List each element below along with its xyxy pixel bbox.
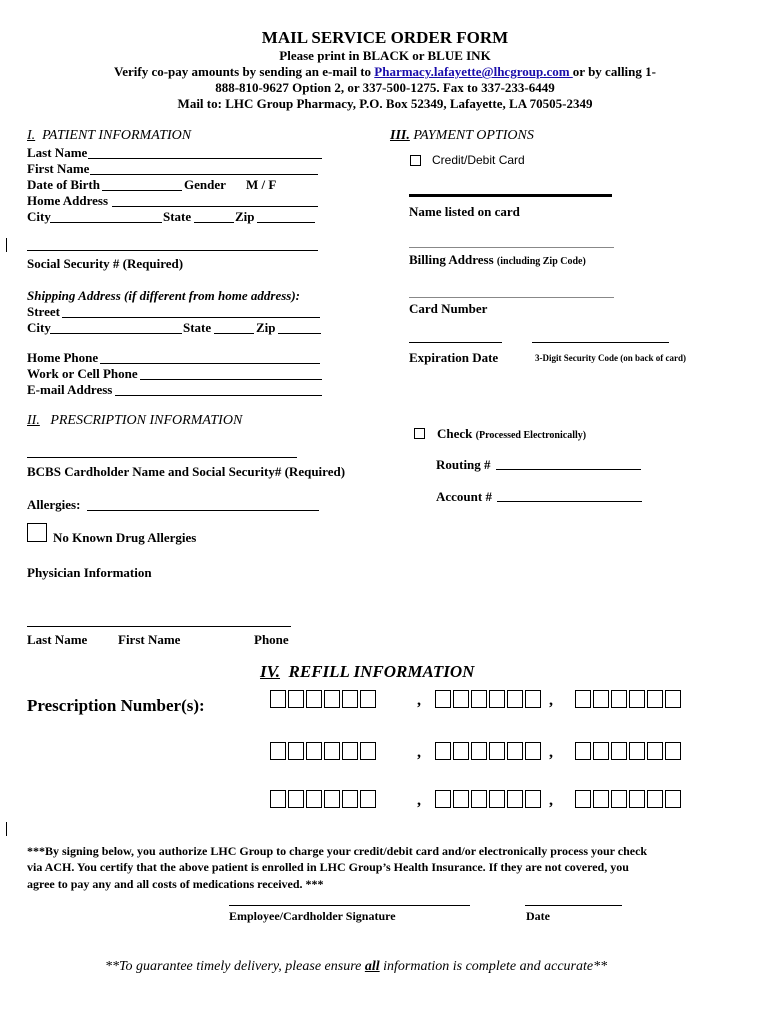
expiration-label: Expiration Date	[409, 350, 499, 365]
billing-address-title: Billing Address	[409, 252, 494, 267]
expiration-field[interactable]	[409, 342, 502, 343]
prescription-digit-box[interactable]	[288, 742, 304, 760]
authorization-text-line2: via ACH. You certify that the above patient is enrolled in LHC Group’s Health Insurance. If they are not covered, you	[27, 860, 629, 874]
allergies-label: Allergies:	[27, 497, 81, 512]
prescription-digit-box[interactable]	[611, 742, 627, 760]
city-label: City	[27, 209, 51, 224]
prescription-section-title: PRESCRIPTION INFORMATION	[50, 413, 243, 428]
prescription-digit-box[interactable]	[288, 790, 304, 808]
physician-field[interactable]	[27, 626, 291, 627]
signature-field[interactable]	[229, 905, 470, 906]
mail-line: Mail to: LHC Group Pharmacy, P.O. Box 52349, Lafayette, LA 70505-2349	[177, 96, 593, 111]
payment-section-title: PAYMENT OPTIONS	[413, 128, 534, 143]
prescription-number-input[interactable]	[575, 790, 683, 808]
prescription-digit-box[interactable]	[507, 790, 523, 808]
payment-section-heading	[390, 128, 534, 144]
prescription-separator: ,	[549, 692, 553, 709]
prescription-number-input[interactable]	[575, 690, 683, 708]
street-label: Street	[27, 304, 60, 319]
credit-card-checkbox[interactable]	[410, 155, 421, 166]
prescription-number-input[interactable]	[575, 742, 683, 760]
shipping-city-field[interactable]	[50, 333, 182, 334]
prescription-digit-box[interactable]	[471, 690, 487, 708]
state-field[interactable]	[194, 222, 234, 223]
check-label	[437, 426, 586, 442]
prescription-digit-box[interactable]	[324, 742, 340, 760]
prescription-digit-box[interactable]	[647, 690, 663, 708]
nkda-label: No Known Drug Allergies	[53, 530, 197, 545]
prescription-section-heading	[27, 413, 242, 429]
prescription-digit-box[interactable]	[453, 690, 469, 708]
authorization-text-line1: ***By signing below, you authorize LHC Group to charge your credit/debit card and/or electronically process your check	[27, 844, 648, 858]
prescription-digit-box[interactable]	[593, 790, 609, 808]
prescription-digit-box[interactable]	[525, 790, 541, 808]
card-number-label: Card Number	[409, 301, 488, 316]
prescription-digit-box[interactable]	[324, 790, 340, 808]
shipping-zip-label: Zip	[256, 320, 276, 335]
prescription-digit-box[interactable]	[453, 790, 469, 808]
physician-last-name-label: Last Name	[27, 632, 88, 647]
email-label: E-mail Address	[27, 382, 113, 397]
ssn-label: Social Security # (Required)	[27, 256, 184, 271]
ssn-field[interactable]	[27, 250, 318, 251]
date-field[interactable]	[525, 905, 622, 906]
account-label: Account #	[436, 489, 492, 504]
prescription-digit-box[interactable]	[489, 690, 505, 708]
zip-label: Zip	[235, 209, 255, 224]
refill-section-number: IV.	[260, 662, 281, 681]
prescription-digit-box[interactable]	[435, 690, 451, 708]
prescription-digit-box[interactable]	[489, 742, 505, 760]
prescription-digit-box[interactable]	[270, 790, 286, 808]
prescription-digit-box[interactable]	[665, 790, 681, 808]
physician-first-name-label: First Name	[118, 632, 181, 647]
prescription-digit-box[interactable]	[507, 742, 523, 760]
billing-address-note: (including Zip Code)	[496, 256, 586, 267]
first-name-label: First Name	[27, 161, 90, 176]
date-label: Date	[526, 909, 550, 923]
refill-section-heading	[260, 662, 474, 682]
zip-field[interactable]	[257, 222, 315, 223]
verify-line	[0, 64, 770, 80]
prescription-separator: ,	[417, 744, 421, 761]
prescription-number-input[interactable]	[270, 690, 378, 708]
prescription-digit-box[interactable]	[360, 790, 376, 808]
prescription-digit-box[interactable]	[342, 690, 358, 708]
security-code-label: 3-Digit Security Code (on back of card)	[535, 353, 686, 363]
card-number-field[interactable]	[409, 297, 614, 298]
bcbs-label: BCBS Cardholder Name and Social Security# (Required)	[27, 464, 346, 479]
prescription-digit-box[interactable]	[288, 690, 304, 708]
prescription-digit-box[interactable]	[629, 690, 645, 708]
last-name-label: Last Name	[27, 145, 88, 160]
billing-address-field[interactable]	[409, 247, 614, 248]
prescription-digit-box[interactable]	[306, 790, 322, 808]
last-name-field[interactable]	[88, 158, 322, 159]
guarantee-text-post: information is complete and accurate**	[379, 959, 608, 974]
work-phone-label: Work or Cell Phone	[27, 366, 138, 381]
prescription-number-input[interactable]	[270, 742, 378, 760]
prescription-separator: ,	[417, 692, 421, 709]
signature-label: Employee/Cardholder Signature	[229, 909, 396, 923]
physician-phone-label: Phone	[254, 632, 289, 647]
prescription-digit-box[interactable]	[629, 742, 645, 760]
city-field[interactable]	[50, 222, 162, 223]
margin-mark	[6, 822, 7, 836]
prescription-digit-box[interactable]	[471, 742, 487, 760]
prescription-digit-box[interactable]	[435, 742, 451, 760]
patient-section-number: I.	[27, 128, 36, 143]
patient-section-heading	[27, 128, 191, 144]
check-checkbox[interactable]	[414, 428, 425, 439]
first-name-field[interactable]	[90, 174, 318, 175]
state-label: State	[163, 209, 192, 224]
check-title: Check	[437, 426, 473, 441]
prescription-digit-box[interactable]	[525, 690, 541, 708]
name-on-card-field[interactable]	[409, 194, 612, 197]
form-title: MAIL SERVICE ORDER FORM	[261, 28, 509, 47]
name-on-card-label: Name listed on card	[409, 204, 520, 219]
prescription-number-input[interactable]	[435, 690, 543, 708]
guarantee-text-all: all	[364, 959, 380, 974]
routing-field[interactable]	[496, 469, 641, 470]
prescription-digit-box[interactable]	[306, 742, 322, 760]
home-phone-label: Home Phone	[27, 350, 99, 365]
bcbs-field[interactable]	[27, 457, 297, 458]
prescription-digit-box[interactable]	[575, 742, 591, 760]
home-address-label: Home Address	[27, 193, 109, 208]
prescription-digit-box[interactable]	[647, 742, 663, 760]
nkda-checkbox[interactable]	[27, 523, 47, 542]
gender-options[interactable]: M / F	[246, 177, 277, 192]
prescription-digit-box[interactable]	[525, 742, 541, 760]
prescription-digit-box[interactable]	[324, 690, 340, 708]
prescription-number-input[interactable]	[270, 790, 378, 808]
prescription-digit-box[interactable]	[471, 790, 487, 808]
verify-text-pre: Verify co-pay amounts by sending an e-mail to	[114, 64, 375, 79]
prescription-digit-box[interactable]	[306, 690, 322, 708]
prescription-digit-box[interactable]	[489, 790, 505, 808]
prescription-digit-box[interactable]	[575, 690, 591, 708]
prescription-digit-box[interactable]	[270, 742, 286, 760]
account-field[interactable]	[497, 501, 642, 502]
prescription-digit-box[interactable]	[647, 790, 663, 808]
payment-section-number: III.	[390, 128, 410, 143]
prescription-digit-box[interactable]	[611, 790, 627, 808]
prescription-digit-box[interactable]	[611, 690, 627, 708]
guarantee-text-pre: **To guarantee timely delivery, please ensure	[105, 959, 365, 974]
prescription-digit-box[interactable]	[593, 742, 609, 760]
check-note: (Processed Electronically)	[475, 430, 587, 441]
verify-text-post: or by calling 1-	[572, 64, 656, 79]
shipping-street-field[interactable]	[62, 317, 320, 318]
shipping-state-label: State	[183, 320, 212, 335]
prescription-digit-box[interactable]	[270, 690, 286, 708]
allergies-field[interactable]	[87, 510, 319, 511]
prescription-digit-box[interactable]	[629, 790, 645, 808]
shipping-heading: Shipping Address (if different from home address):	[27, 288, 301, 303]
routing-label: Routing #	[436, 457, 491, 472]
work-phone-field[interactable]	[140, 379, 322, 380]
pharmacy-email-link[interactable]: Pharmacy.lafayette@lhcgroup.com	[374, 64, 573, 79]
prescription-separator: ,	[549, 792, 553, 809]
phone-line: 888-810-9627 Option 2, or 337-500-1275. Fax to 337-233-6449	[215, 80, 555, 95]
prescription-digit-box[interactable]	[435, 790, 451, 808]
dob-label: Date of Birth	[27, 177, 100, 192]
patient-section-title: PATIENT INFORMATION	[42, 128, 192, 143]
physician-label: Physician Information	[27, 565, 152, 580]
authorization-text-line3: agree to pay any and all costs of medications received. ***	[27, 877, 324, 891]
shipping-zip-field[interactable]	[278, 333, 321, 334]
prescription-numbers-label: Prescription Number(s):	[27, 696, 205, 715]
dob-field[interactable]	[102, 190, 182, 191]
guarantee-text	[105, 959, 607, 975]
prescription-separator: ,	[549, 744, 553, 761]
refill-section-title: REFILL INFORMATION	[288, 662, 475, 681]
home-phone-field[interactable]	[100, 363, 320, 364]
shipping-state-field[interactable]	[214, 333, 254, 334]
email-field[interactable]	[115, 395, 322, 396]
home-address-field[interactable]	[112, 206, 318, 207]
prescription-digit-box[interactable]	[342, 742, 358, 760]
gender-label: Gender	[184, 177, 226, 192]
billing-address-label	[409, 252, 586, 268]
prescription-digit-box[interactable]	[360, 742, 376, 760]
prescription-digit-box[interactable]	[507, 690, 523, 708]
prescription-digit-box[interactable]	[342, 790, 358, 808]
credit-card-label: Credit/Debit Card	[432, 153, 525, 167]
prescription-number-input[interactable]	[435, 742, 543, 760]
prescription-digit-box[interactable]	[665, 690, 681, 708]
prescription-section-number: II.	[27, 413, 40, 428]
margin-mark	[6, 238, 7, 252]
prescription-digit-box[interactable]	[665, 742, 681, 760]
ink-instruction: Please print in BLACK or BLUE INK	[279, 48, 491, 63]
prescription-digit-box[interactable]	[593, 690, 609, 708]
prescription-digit-box[interactable]	[360, 690, 376, 708]
prescription-separator: ,	[417, 792, 421, 809]
prescription-digit-box[interactable]	[453, 742, 469, 760]
prescription-digit-box[interactable]	[575, 790, 591, 808]
shipping-city-label: City	[27, 320, 51, 335]
prescription-number-input[interactable]	[435, 790, 543, 808]
security-code-field[interactable]	[532, 342, 669, 343]
